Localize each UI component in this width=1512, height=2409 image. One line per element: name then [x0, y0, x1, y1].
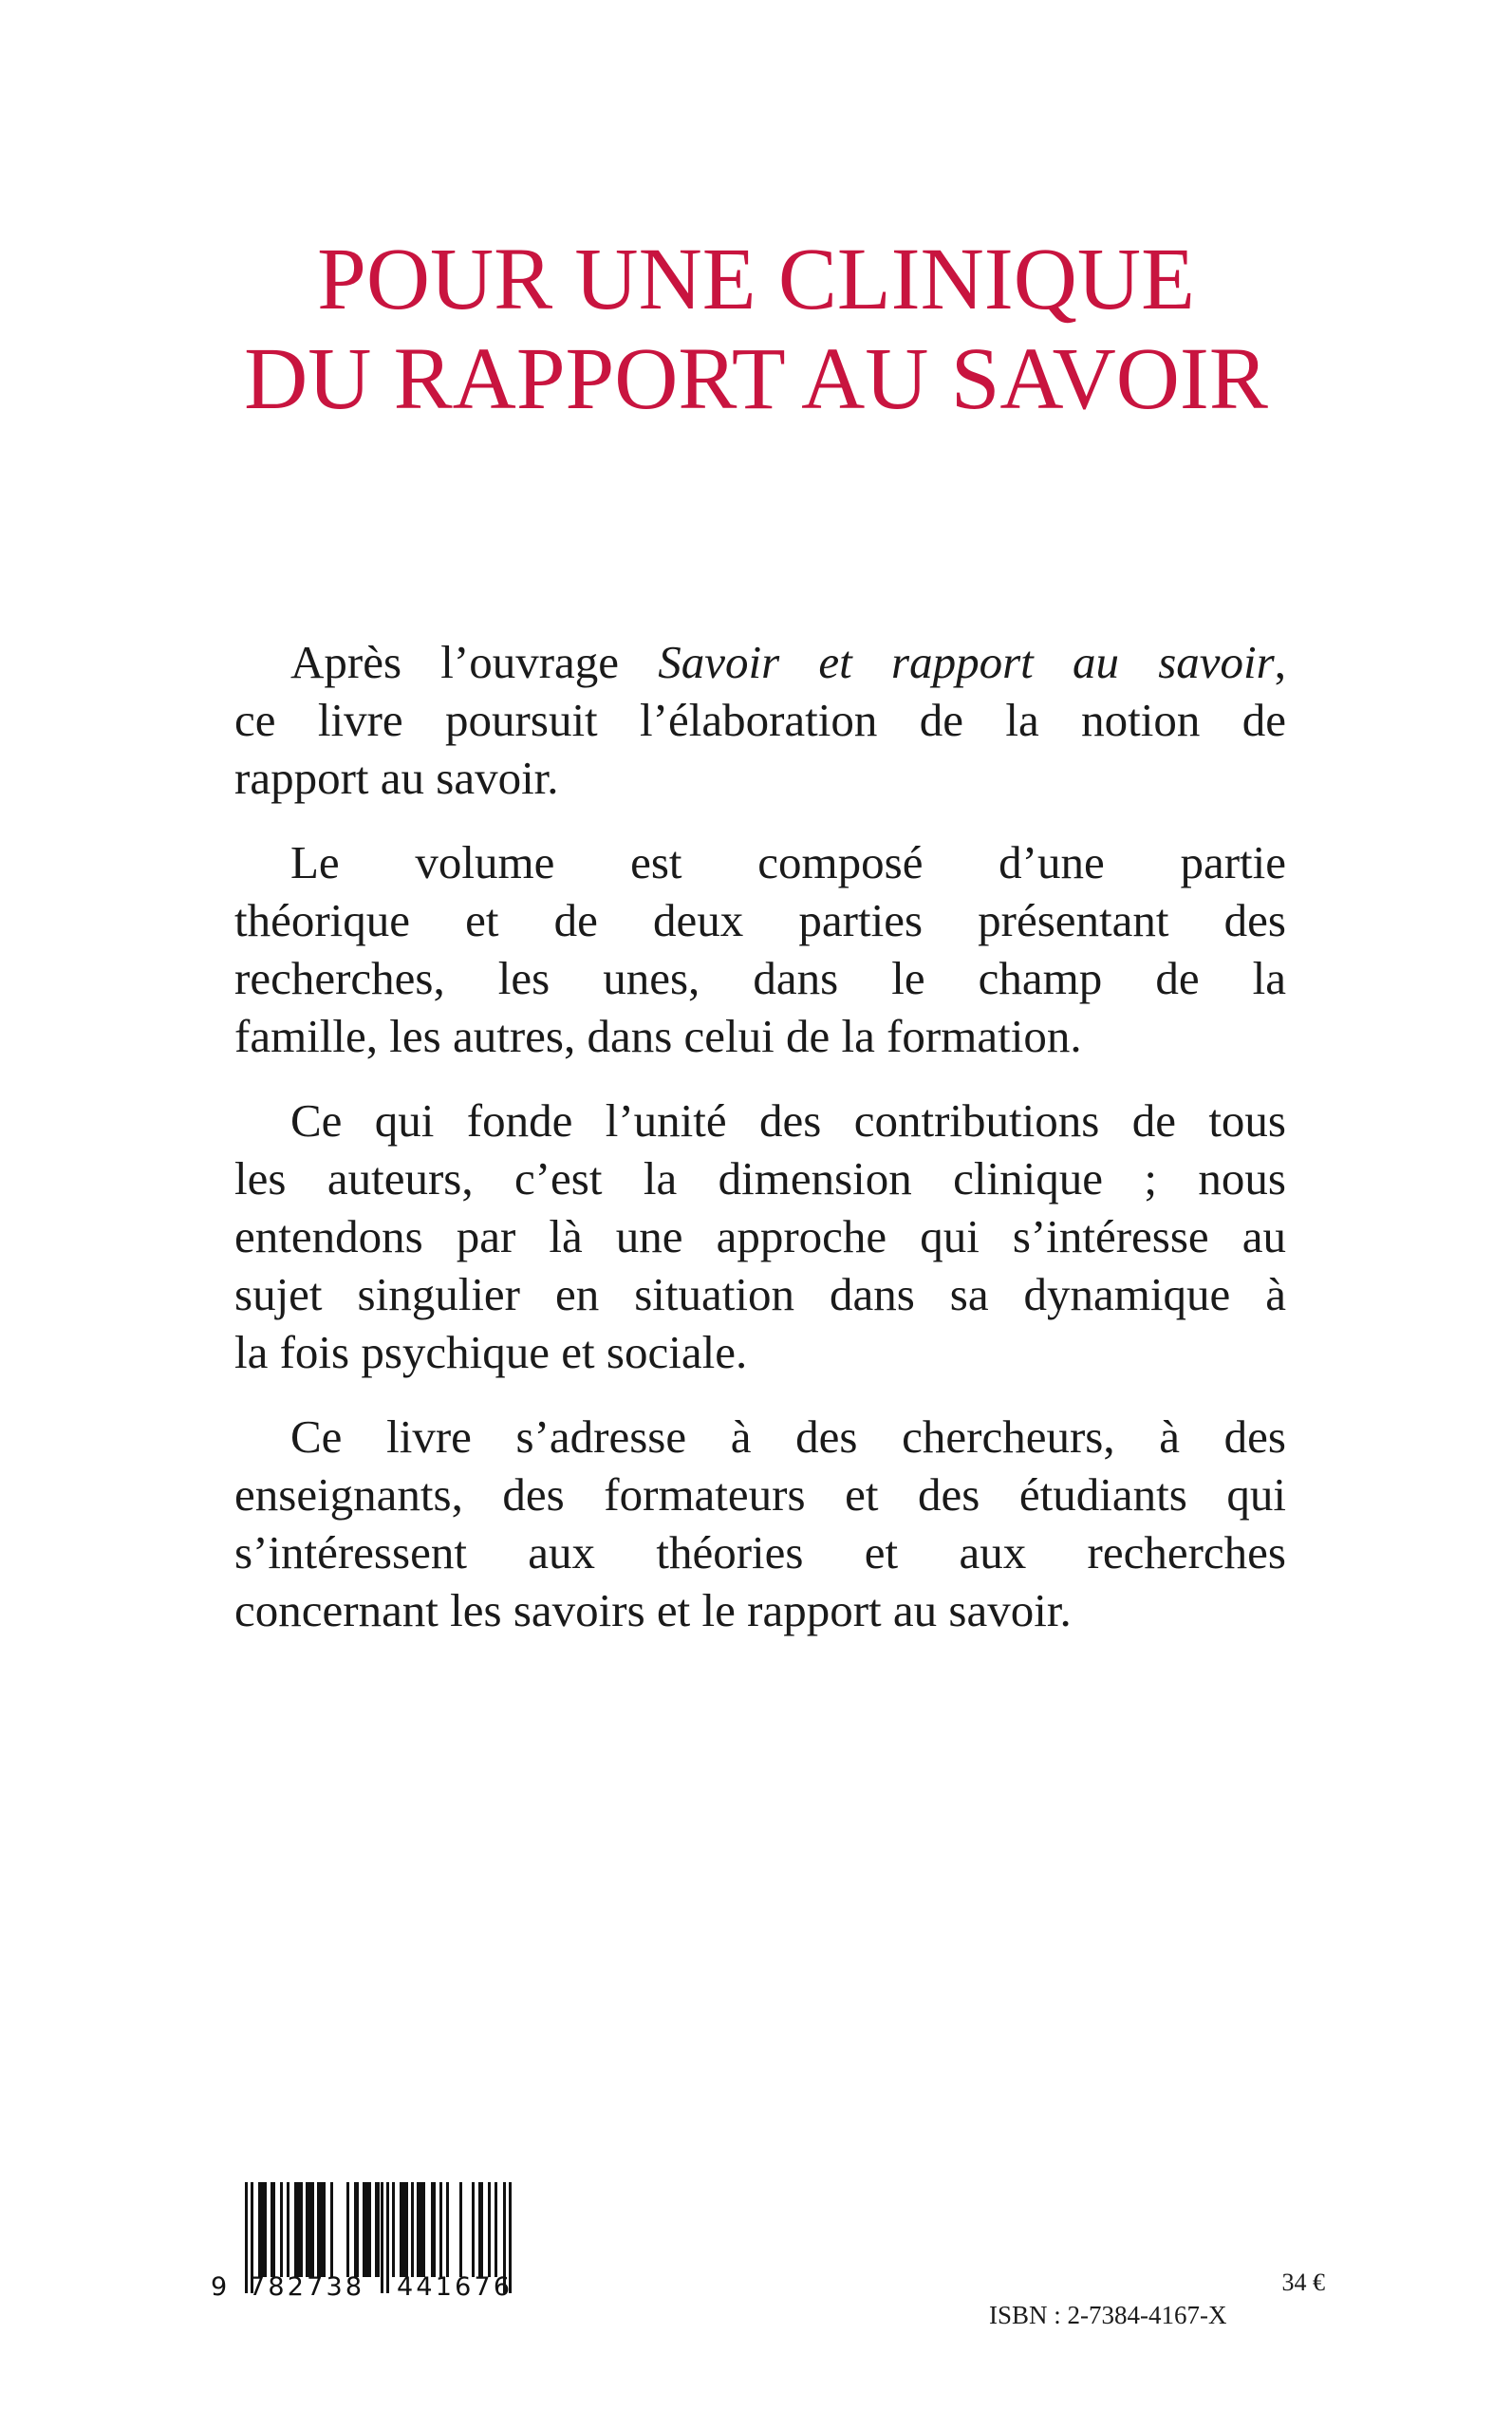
blurb-line: [234, 891, 1286, 949]
book-title: [0, 230, 1512, 429]
text-run: entendons par là une approche qui s’intéresse au: [234, 1210, 1286, 1262]
text-run: la fois psychique et sociale.: [234, 1326, 748, 1378]
blurb-line: [234, 1323, 1286, 1381]
blurb-line: [234, 691, 1286, 749]
text-run: les auteurs, c’est la dimension clinique ; nous: [234, 1152, 1286, 1204]
text-run: enseignants, des formateurs et des étudiants qui: [234, 1468, 1286, 1521]
blurb: [234, 633, 1286, 1666]
blurb-paragraph: [234, 833, 1286, 1065]
ean13-barcode-icon: [211, 2179, 562, 2312]
text-run: Ce livre s’adresse à des chercheurs, à des: [290, 1410, 1286, 1463]
text-run: théorique et de deux parties présentant des: [234, 894, 1286, 946]
title-line-1: POUR UNE CLINIQUE: [317, 231, 1195, 328]
blurb-line: [234, 1581, 1286, 1639]
text-run: ce livre poursuit l’élaboration de la notion de: [234, 694, 1286, 746]
blurb-paragraph: [234, 633, 1286, 807]
blurb-line: [234, 1207, 1286, 1265]
text-run: concernant les savoirs et le rapport au savoir.: [234, 1584, 1072, 1636]
blurb-line: [234, 1007, 1286, 1065]
barcode-first-digit: 9: [211, 2272, 228, 2302]
blurb-line: [234, 1149, 1286, 1207]
blurb-line: [234, 1092, 1286, 1149]
blurb-line: [234, 749, 1286, 807]
blurb-paragraph: [234, 1092, 1286, 1381]
blurb-line: [234, 1265, 1286, 1323]
text-run: Ce qui fonde l’unité des contributions de tous: [290, 1094, 1286, 1147]
barcode-left-digits: 782738: [249, 2272, 365, 2302]
blurb-line: [234, 633, 1286, 691]
barcode-graphic: [211, 2179, 562, 2312]
price-label: 34 €: [1281, 2269, 1325, 2296]
blurb-line: [234, 833, 1286, 891]
text-run: sujet singulier en situation dans sa dynamique à: [234, 1268, 1286, 1320]
blurb-line: [234, 949, 1286, 1007]
text-run: famille, les autres, dans celui de la formation.: [234, 1010, 1082, 1062]
text-run: rapport au savoir.: [234, 752, 559, 804]
blurb-line: [234, 1523, 1286, 1581]
text-run: Le volume est composé d’une partie: [290, 836, 1286, 888]
blurb-paragraph: [234, 1408, 1286, 1639]
blurb-line: [234, 1408, 1286, 1466]
book-reference: Savoir et rapport au savoir: [658, 636, 1275, 688]
title-line-2: DU RAPPORT AU SAVOIR: [244, 330, 1268, 428]
text-run: Après l’ouvrage: [290, 636, 659, 688]
text-run: recherches, les unes, dans le champ de la: [234, 952, 1286, 1004]
blurb-line: [234, 1466, 1286, 1523]
barcode-right-digits: 441676: [397, 2272, 513, 2302]
text-run: s’intéressent aux théories et aux recherches: [234, 1526, 1286, 1578]
isbn-label: ISBN : 2-7384-4167-X: [989, 2301, 1227, 2329]
text-run: ,: [1274, 636, 1286, 688]
